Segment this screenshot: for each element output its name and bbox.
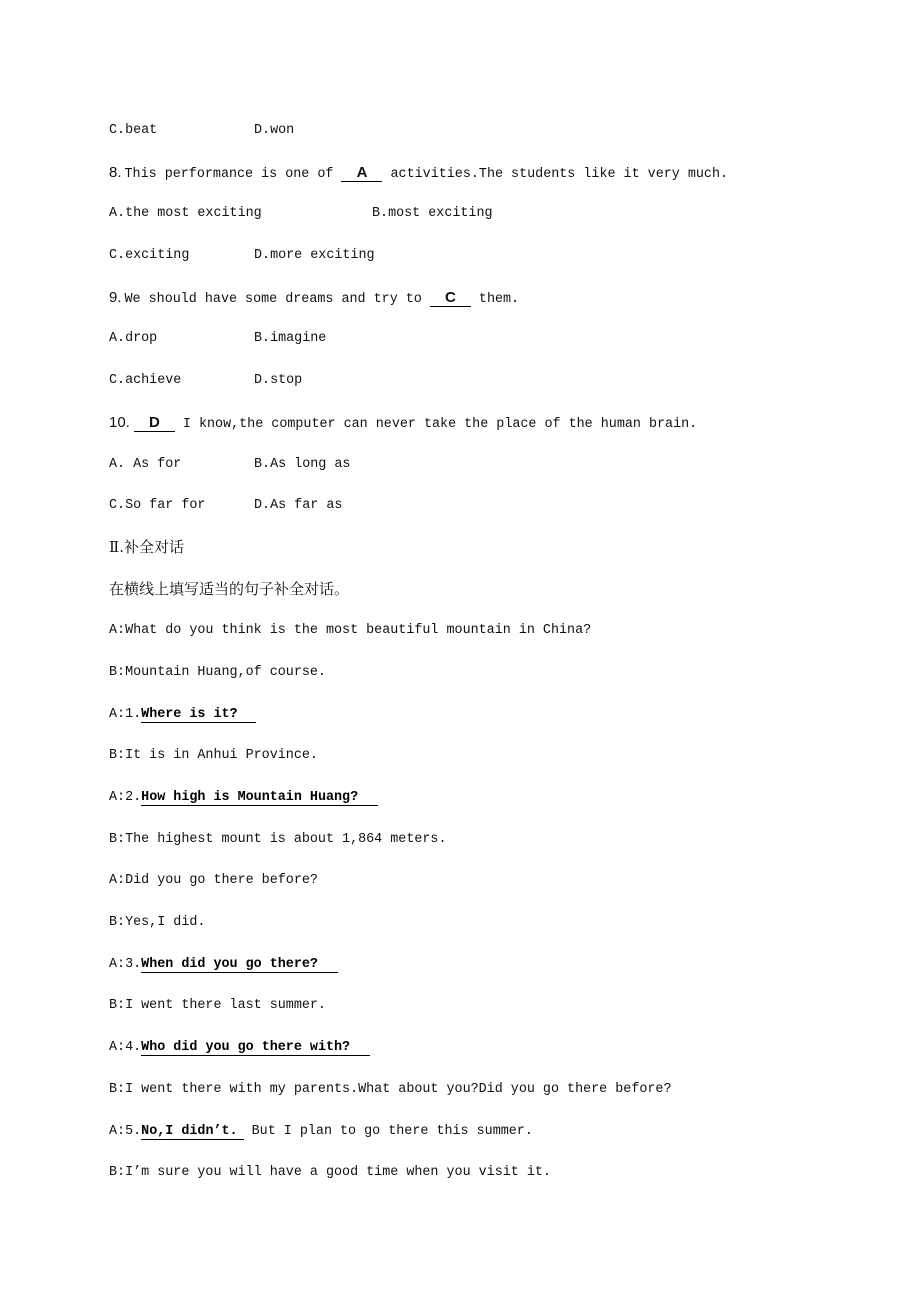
dialogue-answer-line-5 (109, 1111, 889, 1153)
dialogue-answer-1: Where is it? (141, 707, 255, 723)
dialogue-text: B:The highest mount is about 1,864 meters. (109, 831, 447, 847)
question-8-text-before: This performance is one of (124, 166, 342, 182)
q7-options-row-cd (109, 110, 889, 152)
q9-options-row-ab (109, 318, 889, 360)
q10-options-row-ab (109, 444, 889, 486)
q8-options-row-cd (109, 235, 889, 277)
dialogue-text: B:I went there last summer. (109, 998, 326, 1014)
q8-option-d: D.more exciting (254, 248, 375, 264)
question-9-number: 9. (109, 288, 122, 306)
section-2-heading (109, 527, 889, 569)
dialogue-line (109, 610, 889, 652)
dialogue-text: B:I’m sure you will have a good time when you visit it. (109, 1165, 551, 1181)
q8-option-c: C.exciting (109, 248, 190, 264)
dialogue-text: B:Yes,I did. (109, 915, 206, 931)
dialogue-answer-2: How high is Mountain Huang? (141, 790, 378, 806)
q9-option-a: A.drop (109, 331, 158, 347)
dialogue-prefix: A:3. (109, 956, 142, 972)
dialogue-line (109, 860, 889, 902)
question-10-answer-blank: D (134, 414, 175, 432)
question-10-text-after: I know,the computer can never take the place of the human brain. (174, 416, 698, 432)
dialogue-text: B:I went there with my parents.What about you?Did you go there before? (109, 1081, 672, 1097)
dialogue-answer-line-1 (109, 694, 889, 736)
question-10-stem (109, 402, 889, 444)
dialogue-prefix: A:5. (109, 1123, 142, 1139)
question-9-text-after: them. (470, 291, 520, 307)
dialogue-prefix: A:2. (109, 790, 142, 805)
question-9-text-before: We should have some dreams and try to (124, 291, 430, 307)
q9-option-c: C.achieve (109, 373, 182, 389)
dialogue-line (109, 1152, 889, 1194)
dialogue-text: B:It is in Anhui Province. (109, 748, 318, 764)
dialogue-answer-4: Who did you go there with? (141, 1040, 370, 1056)
section-heading-text: Ⅱ.补全对话 (109, 537, 184, 556)
dialogue-answer-line-3 (109, 944, 889, 986)
q10-options-row-cd (109, 485, 889, 527)
question-10-number: 10. (109, 413, 130, 431)
q7-option-c: C.beat (109, 123, 158, 138)
dialogue-line (109, 902, 889, 944)
question-9-answer-blank: C (430, 289, 471, 307)
q8-option-a: A.the most exciting (109, 206, 262, 222)
q8-option-b: B.most exciting (372, 206, 493, 222)
dialogue-text: B:Mountain Huang,of course. (109, 664, 326, 680)
question-8-text-after: activities.The students like it very much. (382, 166, 729, 182)
question-8-stem (109, 152, 889, 194)
dialogue-line (109, 735, 889, 777)
dialogue-line (109, 985, 889, 1027)
q10-option-c: C.So far for (109, 498, 206, 514)
q9-options-row-cd (109, 360, 889, 402)
dialogue-prefix: A:4. (109, 1040, 142, 1056)
question-8-number: 8. (109, 163, 122, 181)
q8-options-row-ab (109, 193, 889, 235)
question-9-stem (109, 277, 889, 319)
dialogue-line (109, 1069, 889, 1111)
section-2-instruction (109, 569, 889, 611)
q9-option-b: B.imagine (254, 331, 327, 347)
dialogue-line (109, 819, 889, 861)
dialogue-line (109, 652, 889, 694)
exam-page (109, 110, 889, 1194)
dialogue-prefix: A:1. (109, 706, 142, 722)
dialogue-answer-line-4 (109, 1027, 889, 1069)
q10-option-b: B.As long as (254, 456, 351, 472)
dialogue-text: A:What do you think is the most beautiful mountain in China? (109, 623, 592, 639)
question-8-answer-blank: A (341, 164, 382, 182)
q9-option-d: D.stop (254, 373, 303, 389)
dialogue-answer-5: No,I didn’t. (141, 1124, 243, 1140)
q7-option-d: D.won (254, 123, 295, 138)
dialogue-text-after: But I plan to go there this summer. (243, 1123, 533, 1139)
instruction-text: 在横线上填写适当的句子补全对话。 (109, 579, 350, 598)
dialogue-text: A:Did you go there before? (109, 873, 318, 889)
q10-option-a: A. As for (109, 456, 182, 472)
q10-option-d: D.As far as (254, 498, 343, 514)
dialogue-answer-3: When did you go there? (141, 957, 338, 973)
dialogue-answer-line-2 (109, 777, 889, 819)
